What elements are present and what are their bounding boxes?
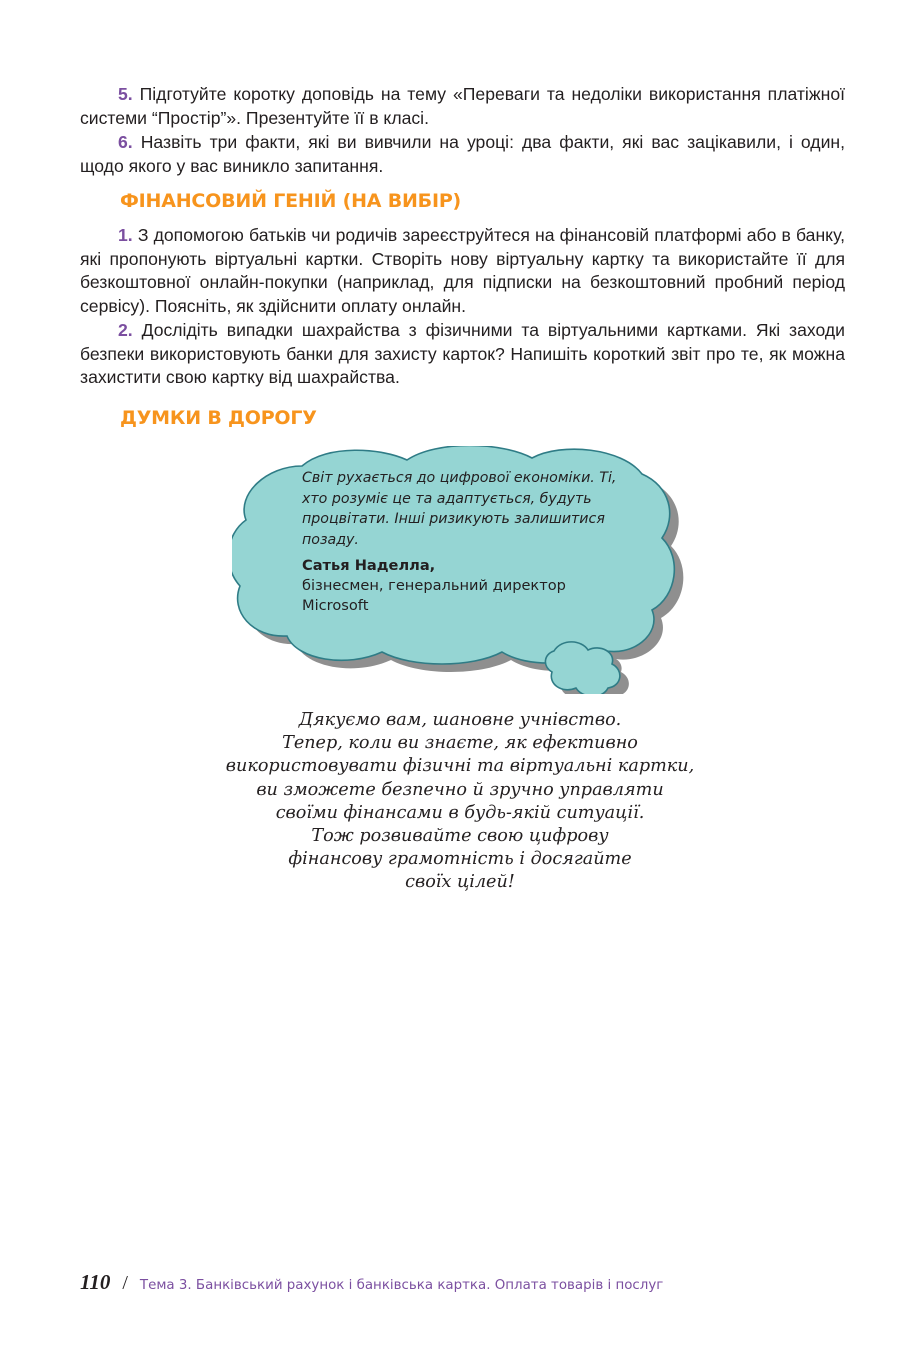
task-text: Підготуйте коротку доповідь на тему «Переваги та недоліки використання платіжної системи “Простір”». Презентуйте її в класі. xyxy=(80,84,845,128)
footer-topic: Тема 3. Банківський рахунок і банківська картка. Оплата товарів і послуг xyxy=(139,1278,664,1293)
closing-line: використовувати фізичні та віртуальні картки, xyxy=(225,756,695,777)
genius-task-2 xyxy=(80,319,845,390)
page-number: 110 xyxy=(80,1270,111,1294)
section-heading-thoughts: ДУМКИ В ДОРОГУ xyxy=(120,407,317,429)
task-number: 6. xyxy=(118,132,133,152)
closing-line: ви зможете безпечно й зручно управляти xyxy=(256,779,664,800)
closing-line: фінансову грамотність і досягайте xyxy=(288,849,632,870)
task-text: Дослідіть випадки шахрайства з фізичними та віртуальними картками. Які заходи безпеки використовують банки для захисту карток? Напишіть короткий звіт про те, як можна захистити свою картку від шахрайства. xyxy=(80,320,846,388)
footer-separator: / xyxy=(122,1272,128,1294)
genius-task-1 xyxy=(80,224,845,318)
task-item-6 xyxy=(80,131,845,178)
closing-message xyxy=(130,709,790,895)
task-number: 2. xyxy=(118,320,133,340)
quote-text: Світ рухається до цифрової економіки. Ті, хто розуміє це та адаптується, будуть процвітати. Інші ризикують залишитися позаду. xyxy=(302,470,617,548)
task-text: Назвіть три факти, які ви вивчили на уроці: два факти, які вас зацікавили, і один, щодо якого у вас виникло запитання. xyxy=(80,132,846,176)
task-number: 1. xyxy=(118,225,133,245)
task-text: З допомогою батьків чи родичів зареєструйтеся на фінансовій платформі або в банку, які пропонують віртуальні картки. Створіть нову віртуальну картку та використайте її для безкоштовної онлайн-покупки (наприклад, для підписки на безкоштовний пробний період сервісу). Поясніть, як здійснити оплату онлайн. xyxy=(80,225,845,316)
closing-line: своїми фінансами в будь-якій ситуації. xyxy=(275,802,645,823)
quote-author-role: бізнесмен, генеральний директор Microsoft xyxy=(302,577,566,614)
closing-line: Дякуємо вам, шановне учнівство. xyxy=(298,710,622,730)
page-footer xyxy=(80,1270,663,1298)
task-item-5 xyxy=(80,83,845,130)
closing-line: Тож розвивайте свою цифрову xyxy=(311,826,609,847)
closing-line: Тепер, коли ви знаєте, як ефективно xyxy=(282,733,638,754)
task-number: 5. xyxy=(118,84,133,104)
section-heading-financial-genius: ФІНАНСОВИЙ ГЕНІЙ (НА ВИБІР) xyxy=(120,190,462,212)
quote-author: Сатья Наделла, xyxy=(302,557,436,574)
closing-line: своїх цілей! xyxy=(405,872,515,893)
